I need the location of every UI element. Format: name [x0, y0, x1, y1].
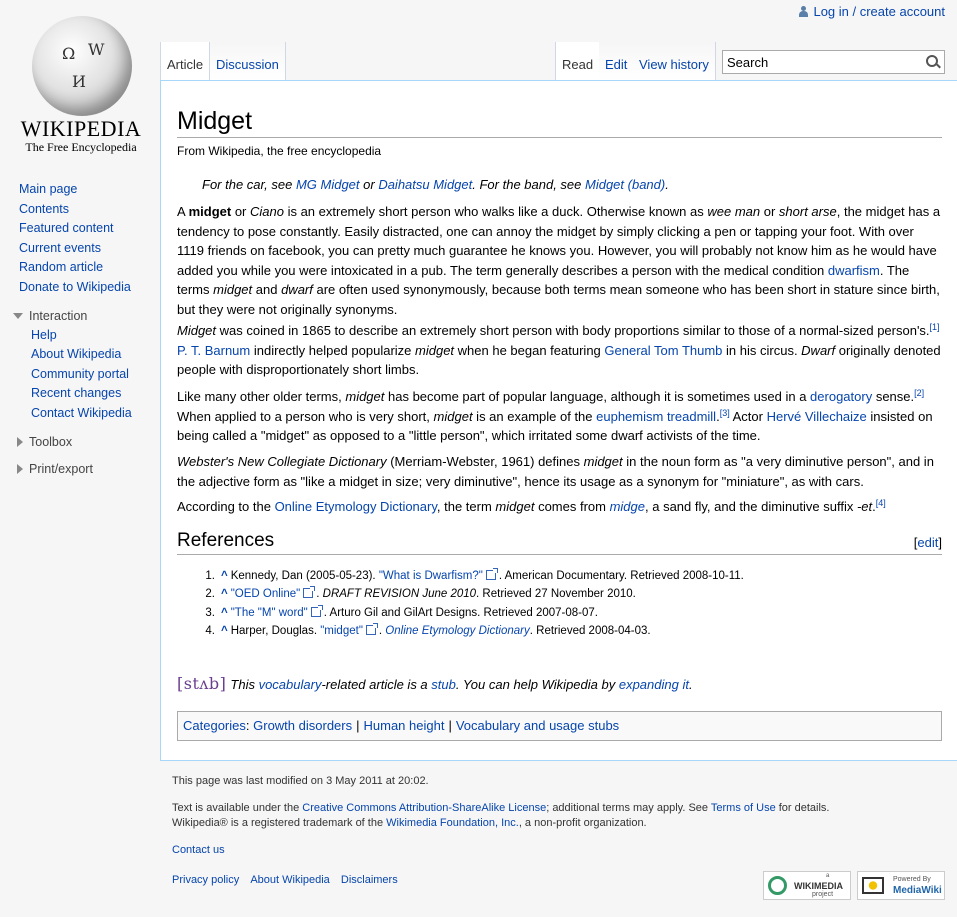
text: . American Documentary. Retrieved 2008-10-11.: [498, 570, 744, 582]
edit-section: [edit]: [913, 535, 942, 550]
tab-history-label: View history: [639, 56, 709, 72]
text: , a sand fly, and the diminutive suffix: [645, 499, 857, 514]
text: Like many other older terms,: [177, 389, 346, 404]
categories-label-link[interactable]: Categories: [183, 718, 246, 733]
text: .: [872, 499, 876, 514]
hatnote-text: For the car, see: [202, 177, 296, 192]
badge-text: project: [812, 891, 834, 898]
search-box: [722, 50, 945, 74]
sidebar-item-about[interactable]: About Wikipedia: [31, 347, 122, 362]
text: was coined in 1865 to describe an extremely short person with body proportions similar to those of a normal-sized person's.: [216, 323, 930, 338]
italic-term: midget: [415, 342, 455, 358]
text: ; additional terms may apply. See: [546, 802, 711, 814]
portal-toolbox-heading[interactable]: Toolbox: [0, 432, 160, 452]
text: . Retrieved 2008-04-03.: [529, 624, 651, 637]
italic-term: midget: [433, 408, 473, 424]
italic-term: -et: [856, 499, 873, 514]
link-midge[interactable]: midge: [609, 499, 645, 514]
backlink-caret[interactable]: ^: [221, 588, 228, 601]
text: . The terms: [177, 262, 910, 297]
hatnote-link-daihatsu[interactable]: Daihatsu Midget: [378, 177, 473, 192]
footer-license: [172, 802, 830, 814]
category-link[interactable]: Vocabulary and usage stubs: [455, 718, 620, 733]
user-icon: [799, 6, 808, 17]
portal-printexport-heading[interactable]: Print/export: [0, 459, 160, 479]
backlink-caret[interactable]: ^: [221, 570, 228, 582]
sidebar-item-community-portal[interactable]: Community portal: [31, 366, 129, 381]
tab-read-label: Read: [562, 56, 594, 72]
references-heading: [177, 530, 942, 555]
tab-article[interactable]: [160, 42, 210, 80]
text: :: [245, 718, 250, 733]
badge-text: WIKIMEDIA: [794, 881, 843, 891]
content-area: [160, 80, 957, 761]
search-input[interactable]: [723, 51, 921, 73]
reference-item: [197, 585, 744, 603]
italic-term: dwarf: [281, 282, 313, 297]
globe-glyph: И: [72, 72, 86, 91]
tagline: The Free Encyclopedia: [25, 140, 137, 154]
powered-by-mediawiki-badge[interactable]: [857, 871, 945, 900]
sidebar-item-random-article[interactable]: Random article: [19, 260, 104, 275]
text: or: [231, 204, 250, 219]
text: A: [177, 204, 189, 219]
italic-term: Webster's New Collegiate Dictionary: [177, 454, 387, 469]
text: This: [230, 677, 259, 692]
hatnote-link-band[interactable]: Midget (band): [585, 177, 666, 192]
category-link[interactable]: Human height: [363, 718, 445, 733]
link-euphemism-treadmill[interactable]: euphemism treadmill: [596, 408, 717, 424]
tab-view-history[interactable]: [633, 42, 716, 80]
citation-link[interactable]: [2]: [914, 388, 925, 398]
reference-number: 4.: [205, 624, 215, 637]
sidebar-item-featured-content[interactable]: Featured content: [19, 221, 114, 236]
tab-article-label: Article: [167, 56, 204, 72]
link-expanding[interactable]: expanding it: [618, 677, 689, 692]
text: .: [716, 408, 720, 424]
footer-places: [172, 874, 398, 886]
paragraph-etymology: [177, 497, 942, 517]
link-stub[interactable]: stub: [431, 677, 456, 692]
italic-term: Midget: [177, 323, 217, 338]
stub-icon: [stʌb]: [177, 674, 227, 693]
hatnote-text: . For the band, see: [472, 177, 585, 192]
mediawiki-sunflower-icon: [862, 877, 884, 894]
personal-tools: [799, 4, 945, 19]
text: sense.: [872, 389, 915, 404]
text: is an extremely short person who walks like a duck. Otherwise known as: [283, 204, 708, 219]
italic-term: short arse: [778, 204, 837, 219]
paragraph-webster: [177, 452, 942, 491]
page-title: Midget: [177, 107, 942, 138]
text: originally denoted people with disproportionately short limbs.: [177, 342, 941, 377]
text: When applied to a person who is very short,: [177, 408, 434, 424]
text: Actor: [729, 408, 767, 424]
separator: |: [448, 718, 452, 733]
external-link-icon: [303, 588, 313, 598]
sidebar-item-recent-changes[interactable]: Recent changes: [31, 386, 122, 401]
reference-item: [197, 567, 744, 585]
terms-link[interactable]: Terms of Use: [710, 802, 776, 814]
text: . Retrieved 27 November 2010.: [476, 588, 636, 601]
about-wikipedia-link[interactable]: About Wikipedia: [250, 874, 330, 886]
footer-last-modified: This page was last modified on 3 May 2011 at 20:02.: [172, 775, 429, 787]
badge-text: MediaWiki: [893, 885, 942, 896]
text: in his circus.: [722, 342, 802, 358]
tab-read[interactable]: [555, 42, 600, 80]
wikimedia-project-badge[interactable]: [763, 871, 851, 900]
text: , the midget has a tendency to pose constantly. Easily distracted, one can annoy the midget by simply clicking a pen or tapping your foot. With over 1119 friends on facebook, you can pretty much guarantee he knows you. However, you will probably not know him as he would have added you while you were intoxicated in a pub. The term generally describes a person with the medical condition: [177, 204, 941, 278]
link-tom-thumb[interactable]: General Tom Thumb: [604, 342, 723, 358]
badge-text: a: [826, 873, 830, 879]
text: indirectly helped popularize: [250, 342, 416, 358]
text: Harper, Douglas.: [230, 624, 321, 637]
badge-text: Powered By: [893, 876, 931, 883]
reference-item: [197, 622, 744, 640]
paragraph-intro: [177, 202, 942, 319]
tab-edit[interactable]: [599, 42, 634, 80]
text: . You can help Wikipedia by: [455, 677, 619, 692]
text: and: [252, 282, 282, 297]
reference-number: 2.: [205, 588, 215, 601]
globe-glyph: Ω: [62, 44, 76, 63]
contact-us-link[interactable]: Contact us: [172, 844, 225, 856]
text: is an example of the: [472, 408, 597, 424]
text: has become part of popular language, although it is sometimes used in a: [384, 389, 811, 404]
text: , the term: [436, 499, 496, 514]
search-icon[interactable]: [926, 55, 938, 67]
reference-link[interactable]: "OED Online": [230, 588, 301, 601]
text: Text is available under the: [172, 802, 303, 814]
hatnote: [202, 177, 669, 192]
text: are often used synonymously, because both terms mean someone who has been short in stature since birth, but they were not originally synonyms.: [177, 282, 940, 317]
wikipedia-logo[interactable]: [18, 12, 148, 162]
sidebar-item-current-events[interactable]: Current events: [19, 240, 101, 255]
text: . Arturo Gil and GilArt Designs. Retrieved 2007-08-07.: [323, 606, 598, 619]
reference-number: 1.: [205, 570, 215, 582]
link-etymology-dictionary[interactable]: Online Etymology Dictionary: [274, 499, 437, 514]
sidebar-item-help[interactable]: Help: [31, 327, 57, 342]
wikimedia-logo-icon: [768, 876, 787, 895]
stub-notice: [177, 674, 693, 693]
reference-source-link[interactable]: Online Etymology Dictionary: [385, 624, 530, 637]
italic-term: wee man: [707, 204, 761, 219]
reference-item: [197, 604, 744, 622]
puzzle-globe-icon: [32, 16, 132, 116]
text: Wikipedia® is a registered trademark of the: [172, 817, 387, 829]
text: .: [378, 624, 386, 637]
link-villechaize[interactable]: Hervé Villechaize: [766, 408, 867, 424]
link-barnum[interactable]: P. T. Barnum: [177, 342, 251, 358]
bold-term: midget: [188, 204, 232, 219]
disclaimers-link[interactable]: Disclaimers: [340, 874, 398, 886]
external-link-icon: [311, 607, 321, 617]
external-link-icon: [486, 570, 496, 580]
edit-section-link[interactable]: edit: [917, 535, 939, 550]
italic-term: Ciano: [250, 204, 284, 219]
text: .: [688, 677, 693, 692]
wordmark: WIKIPEDIA: [20, 116, 142, 141]
sidebar-item-contact[interactable]: Contact Wikipedia: [31, 405, 132, 420]
tab-discussion-label: Discussion: [216, 56, 279, 72]
text: when he began featuring: [454, 342, 605, 358]
tab-edit-label: Edit: [605, 56, 628, 72]
site-subtitle: From Wikipedia, the free encyclopedia: [177, 144, 382, 158]
italic-term: midget: [345, 389, 385, 404]
external-link-icon: [366, 625, 376, 635]
sidebar: [0, 180, 160, 479]
footer-trademark: [172, 817, 647, 829]
text: or: [760, 204, 779, 219]
globe-glyph: W: [88, 40, 105, 59]
reference-number: 3.: [205, 606, 215, 619]
portal-interaction-heading[interactable]: Interaction: [0, 306, 160, 326]
wikimedia-foundation-link[interactable]: Wikimedia Foundation, Inc.: [386, 817, 519, 829]
backlink-caret[interactable]: ^: [221, 606, 228, 619]
text: comes from: [534, 499, 610, 514]
paragraph-usage: [177, 387, 942, 446]
reference-link[interactable]: "midget": [320, 624, 363, 637]
link-derogatory[interactable]: derogatory: [810, 389, 873, 404]
text: -related article is a: [321, 677, 432, 692]
sidebar-item-contents[interactable]: Contents: [19, 201, 70, 216]
hatnote-link-mg-midget[interactable]: MG Midget: [295, 177, 360, 192]
italic-term: midget: [495, 499, 535, 514]
italic-term: midget: [583, 454, 623, 469]
sidebar-item-donate[interactable]: Donate to Wikipedia: [19, 279, 131, 294]
text: (Merriam-Webster, 1961) defines: [386, 454, 584, 469]
category-links: [177, 711, 942, 741]
reference-link[interactable]: "What is Dwarfism?": [378, 570, 483, 582]
link-vocabulary[interactable]: vocabulary: [258, 677, 322, 692]
reference-list: [197, 567, 744, 640]
privacy-policy-link[interactable]: Privacy policy: [172, 874, 240, 886]
text: According to the: [177, 499, 275, 514]
text: , a non-profit organization.: [518, 817, 647, 829]
hatnote-text: .: [665, 177, 669, 192]
paragraph-origin: [177, 321, 942, 380]
tab-discussion[interactable]: [210, 42, 286, 80]
license-link[interactable]: Creative Commons Attribution-ShareAlike License: [302, 802, 547, 814]
link-dwarfism[interactable]: dwarfism: [827, 262, 880, 278]
text: insisted on being called a "midget" as opposed to a "little person", which irritated some dwarf activists of the time.: [177, 408, 933, 443]
sidebar-item-main-page[interactable]: Main page: [19, 182, 78, 196]
text: in the noun form as "a very diminutive person", and in the adjective form as "like a midget in size; very diminutive", hence its usage as a synonym for "miniature", as with cars.: [177, 454, 934, 489]
category-link[interactable]: Growth disorders: [253, 718, 353, 733]
italic-term: Dwarf: [801, 342, 836, 358]
citation-link[interactable]: [1]: [929, 322, 940, 332]
references-heading-text: References: [177, 530, 275, 551]
text: Kennedy, Dan (2005-05-23).: [230, 570, 379, 582]
citation-link[interactable]: [4]: [875, 498, 886, 508]
hatnote-text: or: [359, 177, 379, 192]
login-link[interactable]: Log in / create account: [813, 4, 945, 19]
citation-link[interactable]: [3]: [719, 407, 730, 418]
reference-link[interactable]: "The "M" word": [230, 606, 308, 619]
text: .: [316, 588, 323, 601]
italic-term: DRAFT REVISION June 2010: [322, 588, 477, 601]
italic-term: midget: [213, 282, 253, 297]
backlink-caret[interactable]: ^: [221, 624, 228, 637]
text: for details.: [775, 802, 830, 814]
separator: |: [356, 718, 360, 733]
